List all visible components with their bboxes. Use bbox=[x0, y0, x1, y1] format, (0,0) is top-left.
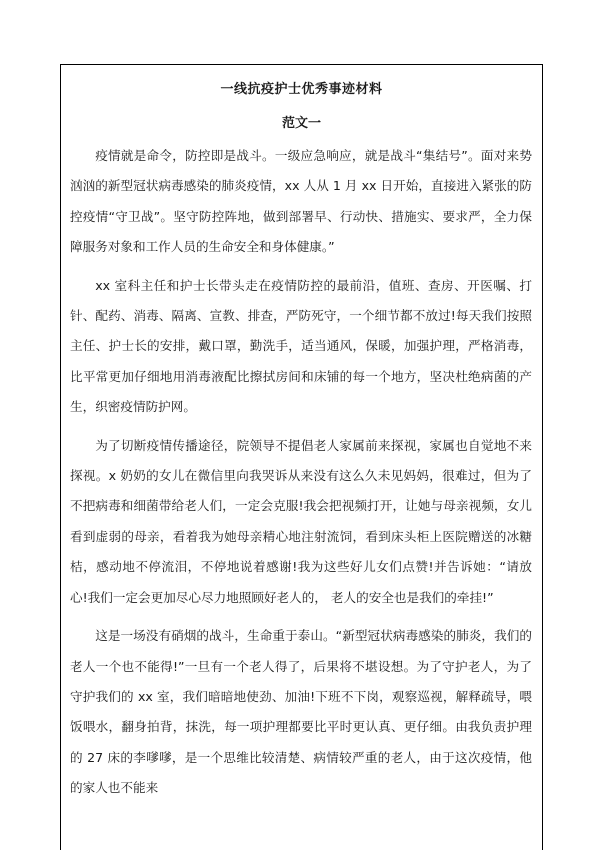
document-subtitle: 范文一 bbox=[281, 116, 321, 131]
paragraph-2: xx 室科主任和护士长带头走在疫情防控的最前沿，值班、查房、开医嘱、打针、配药、消毒、隔离、宣教、排查，严防死守，一个细节都不放过!每天我们按照主任、护士长的安排，戴口罩，勤洗手，适当通风，保暖，加强护理，严格消毒，比平常更加仔细地用消毒液配比擦拭房间和床铺的每一个地方，坚决杜绝病菌的产生，织密疫情防护网。 bbox=[70, 277, 532, 415]
paragraph-3: 为了切断疫情传播途径，院领导不提倡老人家属前来探视，家属也自觉地不来探视。x 奶奶的女儿在微信里向我哭诉从来没有这么久未见妈妈，很难过，但为了不把病毒和细菌带给老人们，一定会克服!我会把视频打开，让她与母亲视频，女儿看到虚弱的母亲，看着我为她母亲精心地注射流饲，看到床头柜上医院赠送的冰糖桔，感动地不停流泪，不停地说着感谢!我为这些好儿女们点赞!并告诉她：“请放心!我们一定会更加尽心尽力地照顾好老人的， 老人的安全也是我们的牵挂!” bbox=[70, 437, 532, 605]
document-title: 一线抗疫护士优秀事迹材料 bbox=[220, 82, 383, 97]
document-body bbox=[70, 141, 532, 812]
paragraph-1: 疫情就是命令，防控即是战斗。一级应急响应，就是战斗“集结号”。面对来势汹汹的新型冠状病毒感染的肺炎疫情，xx 人从 1 月 xx 日开始，直接进入紧张的防控疫情“守卫战”。坚守防控阵地，做到部署早、行动快、措施实、要求严，全力保障服务对象和工作人员的生命安全和身体健康。” bbox=[70, 148, 532, 255]
paragraph-4: 这是一场没有硝烟的战斗，生命重于泰山。“新型冠状病毒感染的肺炎，我们的老人一个也不能得!”一旦有一个老人得了，后果将不堪设想。为了守护老人，为了守护我们的 xx 室，我们暗暗地使劲、加油!下班不下岗，观察巡视，解释疏导，喂饭喂水，翻身拍背，抹洗，每一项护理都要比平时更认真、更仔细。由我负责护理的 27 床的李嗲嗲，是一个思维比较清楚、病情较严重的老人，由于这次疫情，他的家人也不能来 bbox=[70, 628, 532, 796]
